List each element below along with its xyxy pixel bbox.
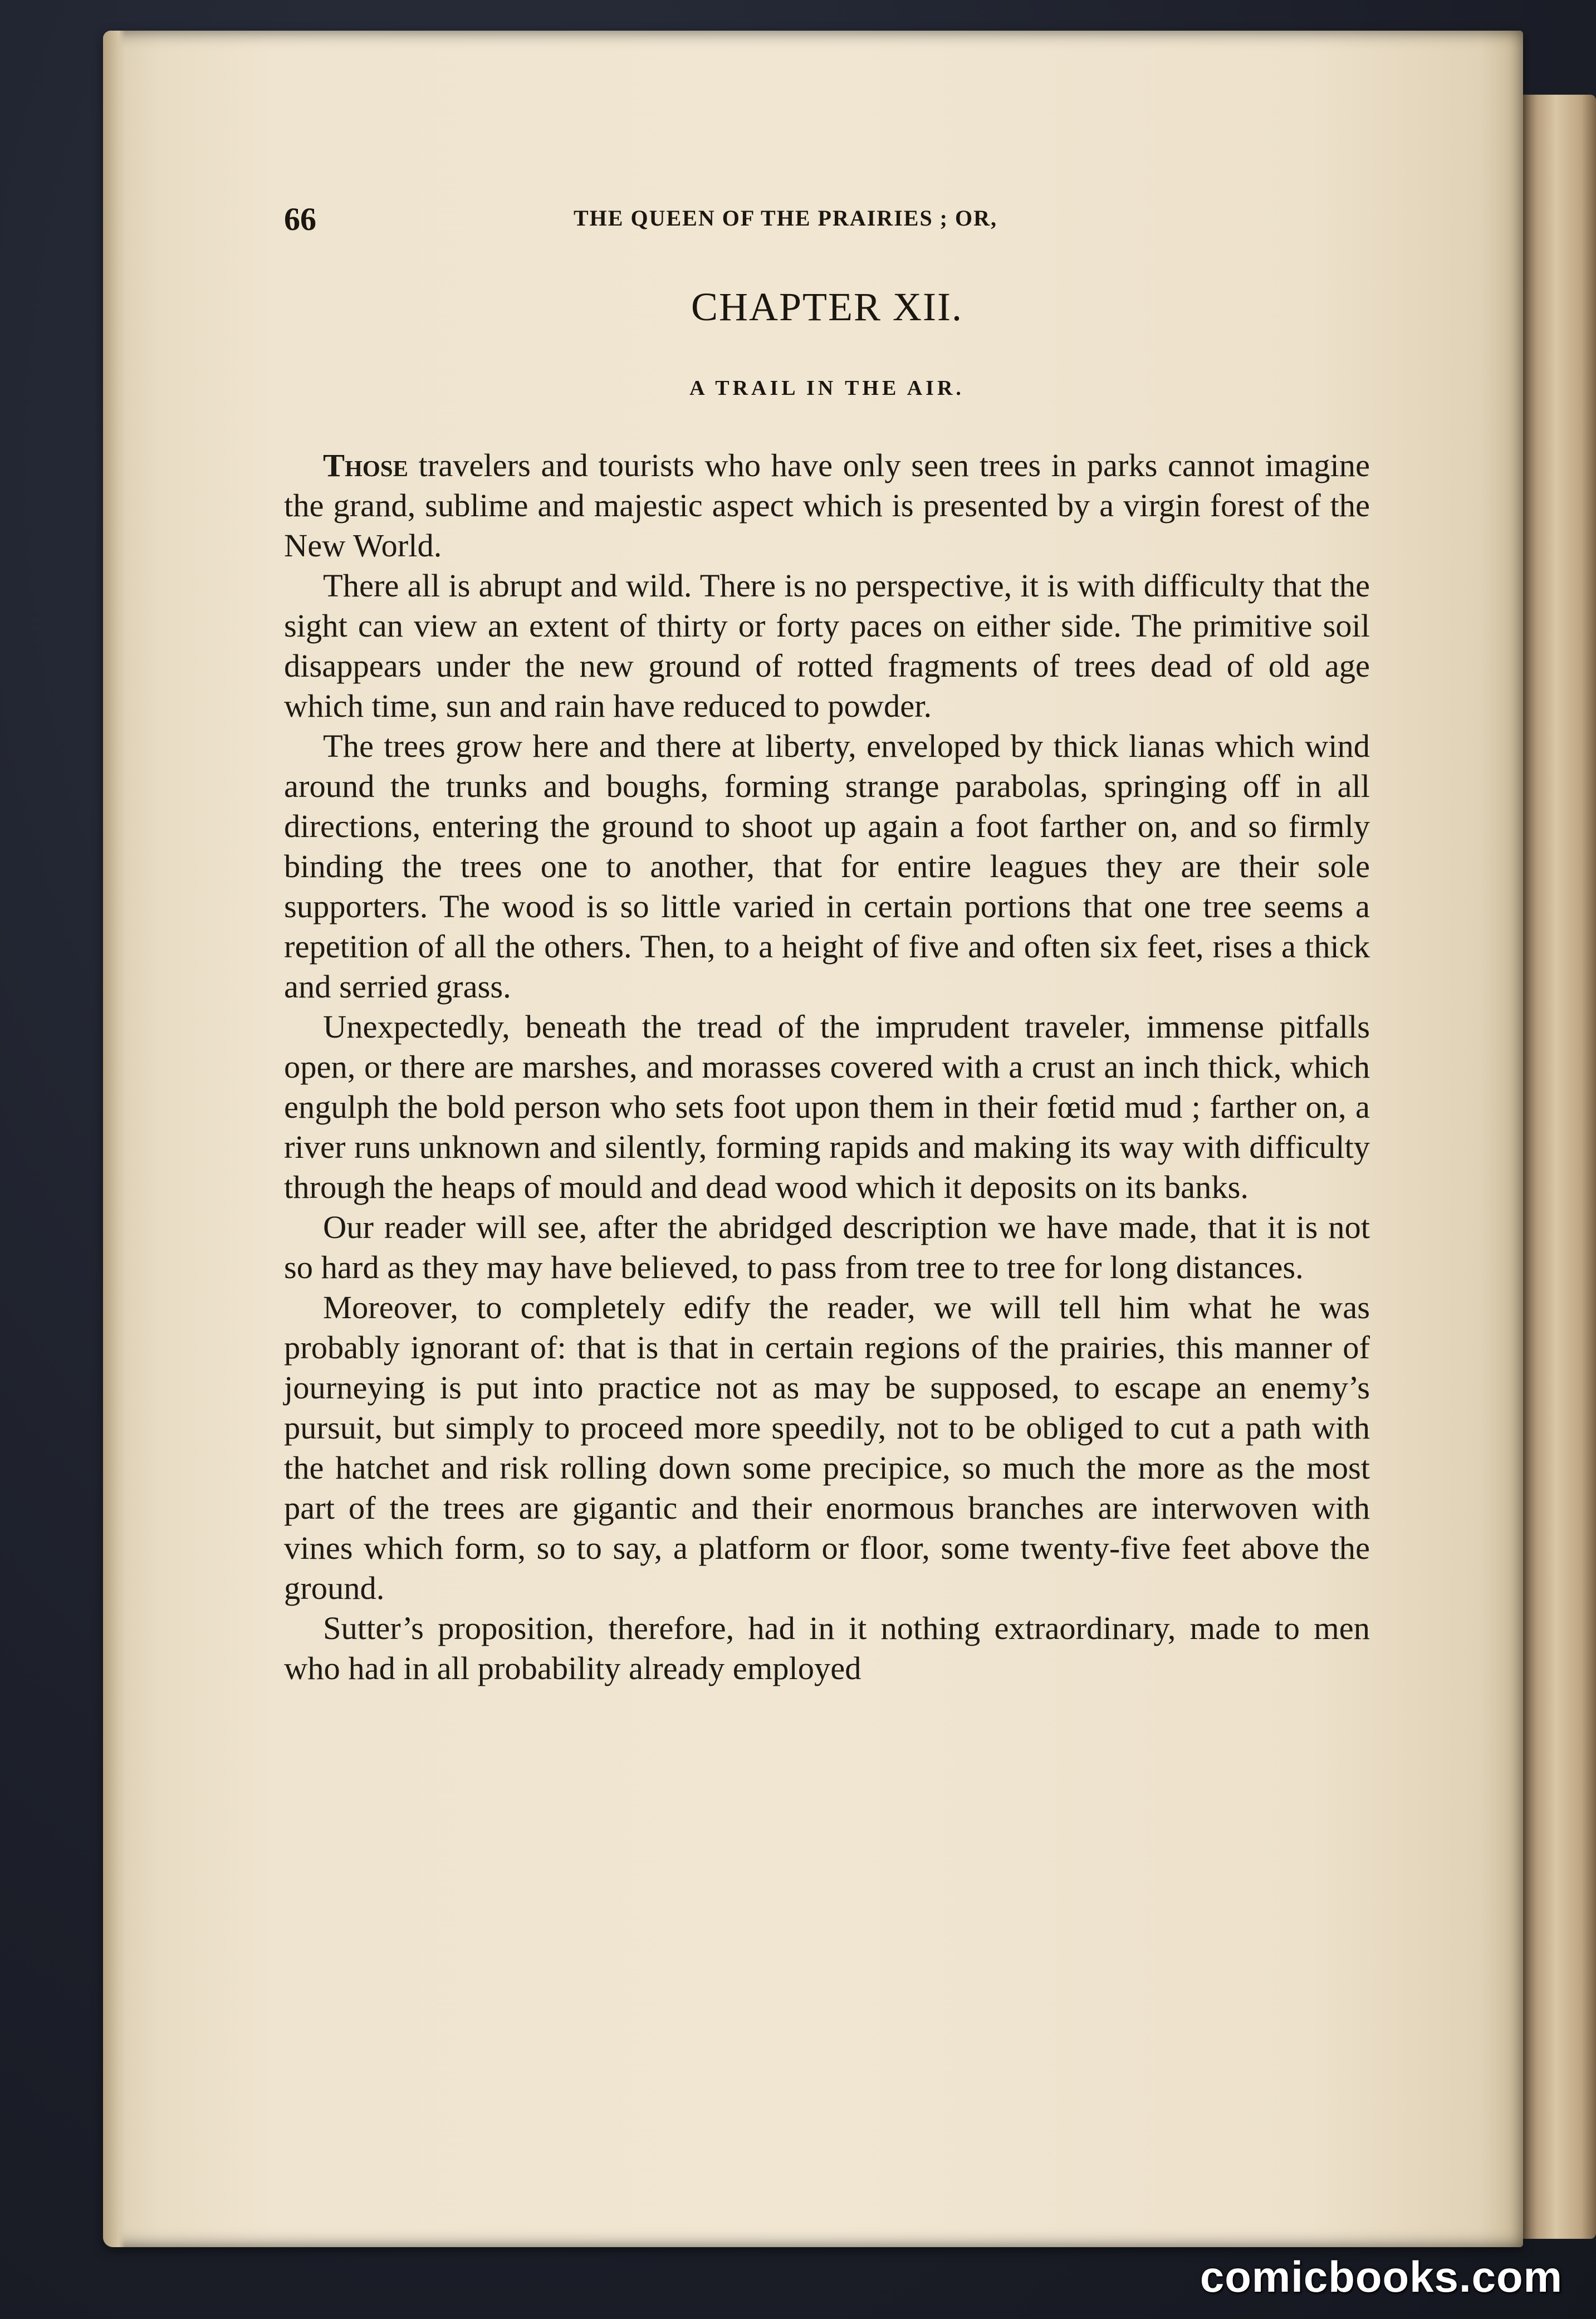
paragraph-3: [284, 726, 1370, 1007]
paragraph-lead: Those: [323, 447, 408, 483]
running-title: THE QUEEN OF THE PRAIRIES ; OR,: [574, 206, 998, 231]
body-text: [284, 446, 1370, 2005]
watermark-text: comicbooks.com: [1200, 2252, 1563, 2301]
paragraph-text: travelers and tourists who have only seen trees in parks cannot imagine the grand, sublime and majestic aspect which is presented by a virgin forest of the New World.: [284, 447, 1370, 564]
page-edge: [103, 31, 125, 2247]
running-head: [284, 200, 1370, 239]
paragraph-text: Sutter’s proposition, therefore, had in it nothing extraordinary, made to men who had in all probability already employed: [284, 1610, 1370, 1686]
page-number: 66: [284, 201, 316, 237]
chapter-subtitle: A TRAIL IN THE AIR.: [689, 376, 965, 400]
paragraph-2: [284, 566, 1370, 726]
paragraph-7: [284, 1608, 1370, 1689]
chapter-heading: CHAPTER XII.: [691, 285, 963, 329]
paragraph-text: Moreover, to completely edify the reader, we will tell him what he was probably ignorant of: that is that in certain regions of the prairies, this manner of journeying is put into practice not as may be supposed, to escape an enemy’s pursuit, but simply to proceed more speedily, not to be obliged to cut a path with the hatchet and risk rolling down some precipice, so much the more as the most part of the trees are gigantic and their enormous branches are interwoven with vines which form, so to say, a platform or floor, some twenty-five feet above the ground.: [284, 1289, 1370, 1606]
paragraph-text: The trees grow here and there at liberty, enveloped by thick lianas which wind around the trunks and boughs, forming strange parabolas, springing off in all directions, entering the ground to shoot up again a foot farther on, and so firmly binding the trees one to another, that for entire leagues they are their sole supporters. The wood is so little varied in certain portions that one tree seems a repetition of all the others. Then, to a height of five and often six feet, rises a thick and serried grass.: [284, 728, 1370, 1005]
book-spine: [1523, 95, 1596, 2239]
paragraph-4: [284, 1007, 1370, 1207]
paragraph-6: [284, 1288, 1370, 1608]
paragraph-1: [284, 446, 1370, 566]
paragraph-text: There all is abrupt and wild. There is no perspective, it is with difficulty that the sight can view an extent of thirty or forty paces on either side. The primitive soil disappears under the new ground of rotted fragments of trees dead of old age which time, sun and rain have reduced to powder.: [284, 567, 1370, 724]
paragraph-text: Our reader will see, after the abridged description we have made, that it is not so hard as they may have believed, to pass from tree to tree for long distances.: [284, 1209, 1370, 1285]
paragraph-5: [284, 1207, 1370, 1288]
paragraph-text: Unexpectedly, beneath the tread of the imprudent traveler, immense pitfalls open, or there are marshes, and morasses covered with a crust an inch thick, which engulph the bold person who sets foot upon them in their fœtid mud ; farther on, a river runs unknown and silently, forming rapids and making its way with difficulty through the heaps of mould and dead wood which it deposits on its banks.: [284, 1009, 1370, 1205]
